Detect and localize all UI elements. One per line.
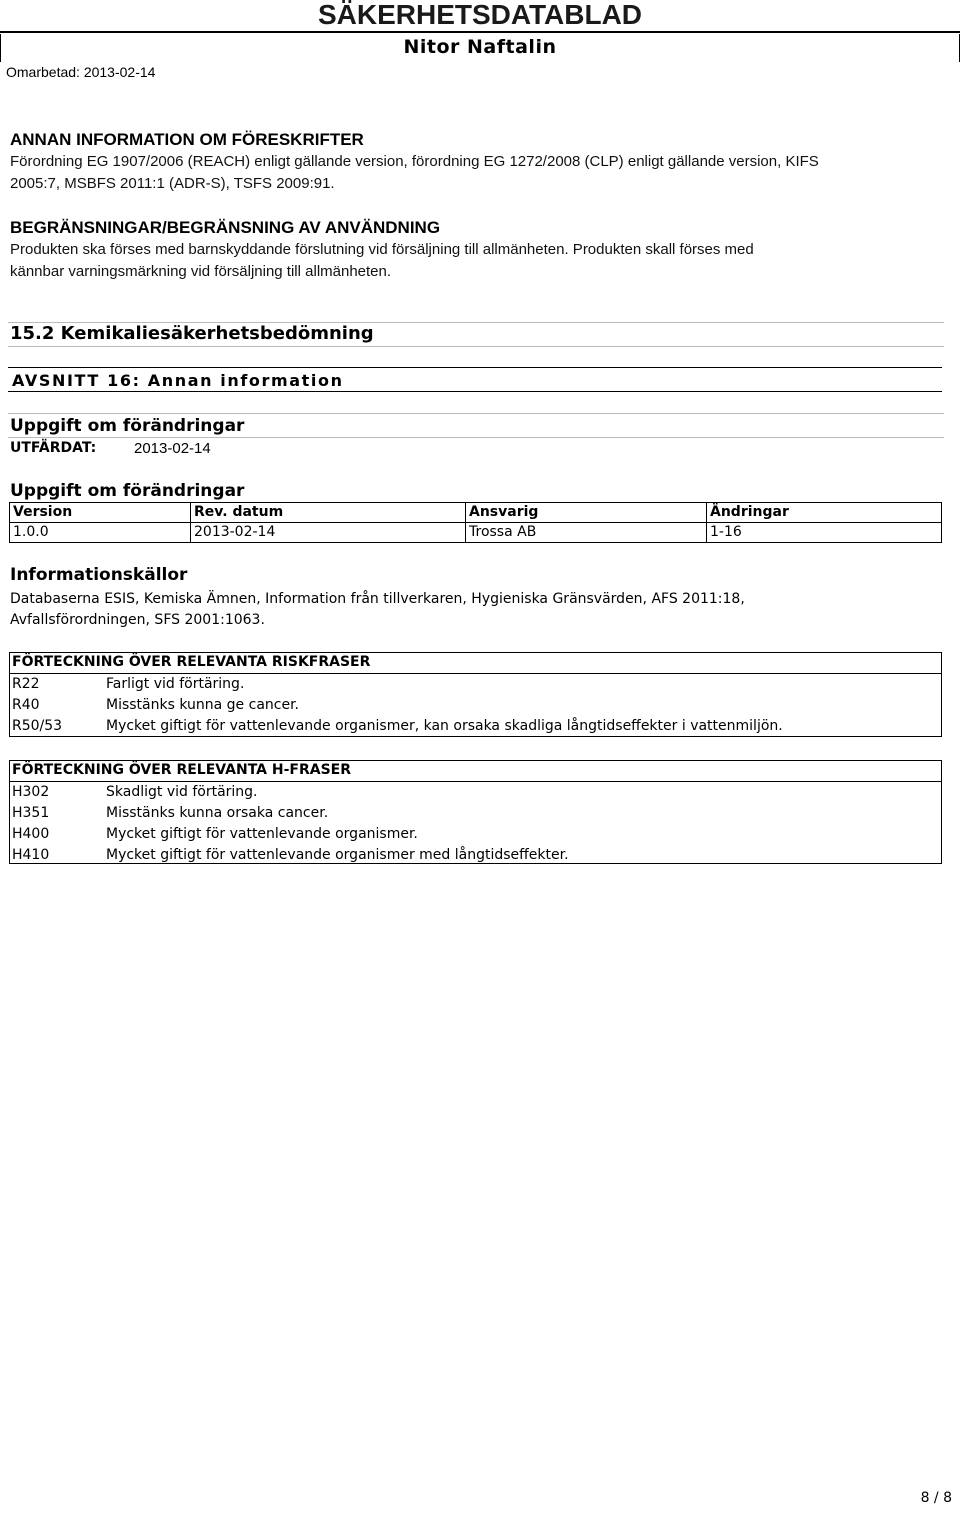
- other-regulations-line-2: 2005:7, MSBFS 2011:1 (ADR-S), TSFS 2009:91.: [10, 175, 335, 192]
- section-16-title: AVSNITT 16: Annan information: [12, 371, 344, 390]
- list-item: [10, 824, 941, 845]
- cell-changes: 1-16: [707, 523, 942, 543]
- revision-date: Omarbetad: 2013-02-14: [6, 64, 156, 80]
- cell-version: 1.0.0: [10, 523, 191, 543]
- changes-info-heading: Uppgift om förändringar: [10, 416, 245, 436]
- phrase-text: Misstänks kunna orsaka cancer.: [106, 805, 329, 821]
- sources-line-2: Avfallsförordningen, SFS 2001:1063.: [10, 612, 265, 628]
- chemical-safety-heading: 15.2 Kemikaliesäkerhetsbedömning: [10, 323, 374, 344]
- phrase-text: Mycket giftigt för vattenlevande organismer, kan orsaka skadliga långtidseffekter i vattenmiljön.: [106, 718, 783, 734]
- header-changes: Ändringar: [707, 503, 942, 523]
- risk-phrases-list: [10, 673, 941, 736]
- phrase-text: Farligt vid förtäring.: [106, 676, 245, 692]
- risk-phrases-box: [9, 652, 942, 737]
- issued-value: 2013-02-14: [134, 440, 211, 457]
- divider: [8, 437, 944, 438]
- list-item: [10, 695, 941, 716]
- other-regulations-line-1: Förordning EG 1907/2006 (REACH) enligt gällande version, förordning EG 1272/2008 (CLP) enligt gällande version, KIFS: [10, 153, 819, 170]
- phrase-text: Misstänks kunna ge cancer.: [106, 697, 300, 713]
- divider: [8, 413, 944, 414]
- header-responsible: Ansvarig: [466, 503, 707, 523]
- phrase-code: R22: [12, 676, 40, 692]
- sources-line-1: Databaserna ESIS, Kemiska Ämnen, Information från tillverkaren, Hygieniska Gränsvärden, AFS 2011:18,: [10, 591, 745, 607]
- phrase-text: Mycket giftigt för vattenlevande organismer med långtidseffekter.: [106, 847, 569, 863]
- restrictions-line-2: kännbar varningsmärkning vid försäljning till allmänheten.: [10, 263, 392, 280]
- header-rev-date: Rev. datum: [191, 503, 466, 523]
- phrase-text: Mycket giftigt för vattenlevande organismer.: [106, 826, 418, 842]
- other-regulations-heading: ANNAN INFORMATION OM FÖRESKRIFTER: [10, 130, 364, 149]
- phrase-code: R40: [12, 697, 40, 713]
- list-item: [10, 782, 941, 803]
- phrase-code: R50/53: [12, 718, 63, 734]
- list-item: [10, 803, 941, 824]
- header-divider: [0, 31, 960, 33]
- table-row: [10, 523, 942, 543]
- product-name: Nitor Naftalin: [403, 36, 557, 58]
- h-phrases-list: [10, 781, 941, 863]
- document-title: SÄKERHETSDATABLAD: [317, 0, 643, 30]
- phrase-code: H410: [12, 847, 50, 863]
- cell-rev-date: 2013-02-14: [191, 523, 466, 543]
- restrictions-line-1: Produkten ska förses med barnskyddande förslutning vid försäljning till allmänheten. Produkten skall förses med: [10, 241, 754, 258]
- header-version: Version: [10, 503, 191, 523]
- section-16-top-line: [8, 367, 942, 368]
- divider: [8, 346, 944, 347]
- list-item: [10, 845, 941, 866]
- phrase-code: H302: [12, 784, 50, 800]
- table-header-row: [10, 503, 942, 523]
- page-number: 8 / 8: [920, 1490, 952, 1506]
- issued-label: UTFÄRDAT:: [10, 440, 97, 456]
- h-phrases-title: FÖRTECKNING ÖVER RELEVANTA H-FRASER: [12, 762, 352, 778]
- risk-phrases-title: FÖRTECKNING ÖVER RELEVANTA RISKFRASER: [12, 654, 371, 670]
- phrase-code: H351: [12, 805, 50, 821]
- restrictions-heading: BEGRÄNSNINGAR/BEGRÄNSNING AV ANVÄNDNING: [10, 218, 441, 237]
- section-16-bottom-line: [8, 391, 942, 392]
- phrase-code: H400: [12, 826, 50, 842]
- list-item: [10, 716, 941, 737]
- sources-heading: Informationskällor: [10, 565, 188, 585]
- changes-table-heading: Uppgift om förändringar: [10, 481, 245, 501]
- changes-table: [9, 502, 942, 543]
- list-item: [10, 674, 941, 695]
- h-phrases-box: [9, 760, 942, 864]
- phrase-text: Skadligt vid förtäring.: [106, 784, 258, 800]
- cell-responsible: Trossa AB: [466, 523, 707, 543]
